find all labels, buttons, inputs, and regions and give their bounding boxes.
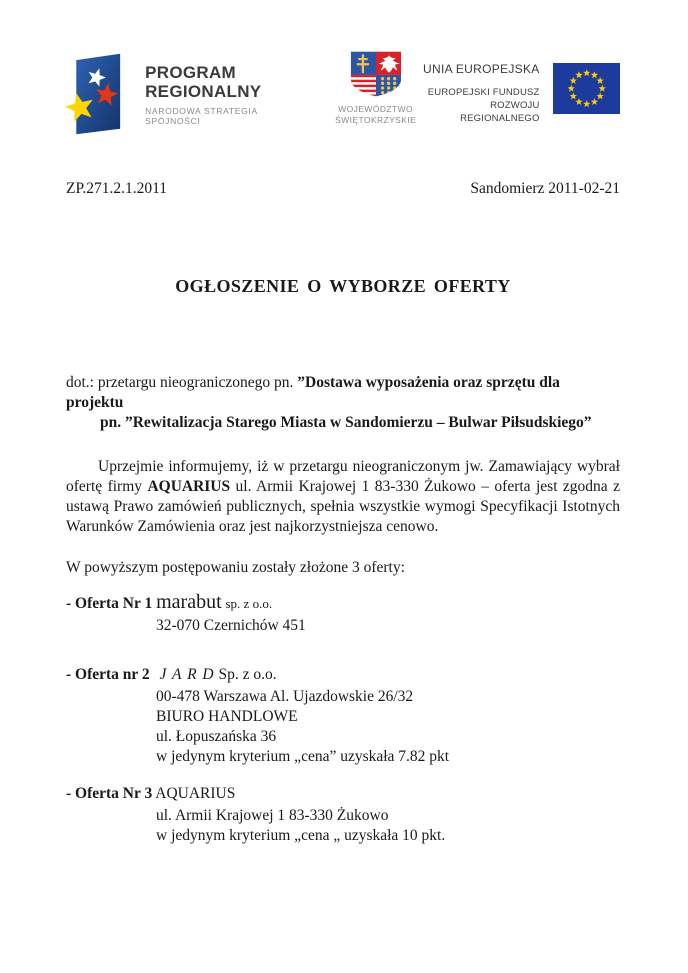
- voivodeship-caption: [335, 104, 416, 127]
- logo-header: [58, 48, 620, 144]
- program-regionalny-logo: [58, 48, 305, 140]
- place-and-date: Sandomierz 2011-02-21: [470, 180, 620, 197]
- nss-flag-icon: [58, 48, 131, 140]
- intro-text-before: Uprzejmie informujemy, iż w przetargu nieograniczonym jw. Zamawiający wybrał ofertę firmy: [66, 458, 620, 495]
- voivodeship-caption-line1: WOJEWÓDZTWO: [338, 104, 413, 114]
- subject-paragraph: [66, 373, 620, 433]
- offer-item: [66, 663, 620, 767]
- offer-item: [66, 590, 620, 636]
- offer-detail-line: 00-478 Warszawa Al. Ujazdowskie 26/32: [156, 688, 414, 705]
- offer-detail-line: ul. Łopuszańska 36: [156, 728, 277, 745]
- subject-prefix: dot.: przetargu nieograniczonego pn.: [66, 374, 298, 391]
- nss-logo-text: [145, 64, 305, 126]
- offer-company-name: marabut: [156, 591, 222, 613]
- program-title-line1: PROGRAM: [145, 63, 236, 82]
- winning-company-name: AQUARIUS: [147, 478, 231, 495]
- offer-company-name: AQUARIUS: [155, 785, 236, 802]
- eu-logo: [416, 48, 620, 125]
- offer-company-suffix: sp. z o.o.: [225, 596, 273, 611]
- offer-detail-line: w jedynym kryterium „cena „ uzyskała 10 pkt.: [156, 827, 446, 844]
- intro-text-after: ul. Armii Krajowej 1 83-330 Żukowo – oferta jest zgodna z ustawą Prawo zamówień publicznych, spełnia wszystkie wymogi Specyfikacji Istotnych Warunków Zamówienia oraz jest najkorzystniejsza cenowo.: [66, 478, 620, 535]
- offers-list: [66, 590, 620, 846]
- eu-logo-text: [416, 62, 539, 125]
- offers-heading: W powyższym postępowaniu zostały złożone 3 oferty:: [66, 559, 405, 576]
- offer-detail-line: BIURO HANDLOWE: [156, 708, 298, 725]
- offer-label: - Oferta nr 2: [66, 666, 150, 683]
- offer-detail-line: w jedynym kryterium „cena” uzyskała 7.82 pkt: [156, 748, 450, 765]
- page-title: OGŁOSZENIE O WYBORZE OFERTY: [175, 276, 511, 296]
- offer-company-suffix: Sp. z o.o.: [218, 666, 277, 683]
- case-number: ZP.271.2.1.2011: [66, 180, 168, 197]
- offer-detail-line: 32-070 Czernichów 451: [156, 617, 306, 634]
- subject-bold-line2: pn. ”Rewitalizacja Starego Miasta w Sandomierzu – Bulwar Piłsudskiego”: [100, 414, 592, 431]
- offer-label: - Oferta Nr 1: [66, 595, 153, 612]
- offer-detail-line: ul. Armii Krajowej 1 83-330 Żukowo: [156, 807, 389, 824]
- voivodeship-logo: [335, 50, 416, 127]
- eu-title: UNIA EUROPEJSKA: [423, 62, 540, 76]
- offer-item: [66, 782, 620, 846]
- program-title-line2: REGIONALNY: [145, 81, 262, 101]
- offer-label: - Oferta Nr 3: [66, 785, 153, 802]
- eu-subtitle-line2: ROZWOJU REGIONALNEGO: [460, 99, 540, 124]
- voivodeship-caption-line2: ŚWIĘTOKRZYSKIE: [335, 115, 417, 126]
- eu-subtitle-line1: EUROPEJSKI FUNDUSZ: [427, 87, 540, 98]
- program-subtitle: NARODOWA STRATEGIA SPÓJNOŚCI: [145, 106, 258, 127]
- swietokrzyskie-coat-of-arms-icon: [348, 50, 404, 98]
- reference-row: [66, 180, 620, 198]
- main-paragraph: [66, 457, 620, 537]
- offer-company-name: J A R D: [159, 666, 215, 683]
- eu-flag-icon: [553, 61, 620, 116]
- subject-bold-line1: ”Dostawa wyposażenia oraz sprzętu dla projektu: [66, 374, 560, 411]
- eu-subtitle: [416, 87, 539, 125]
